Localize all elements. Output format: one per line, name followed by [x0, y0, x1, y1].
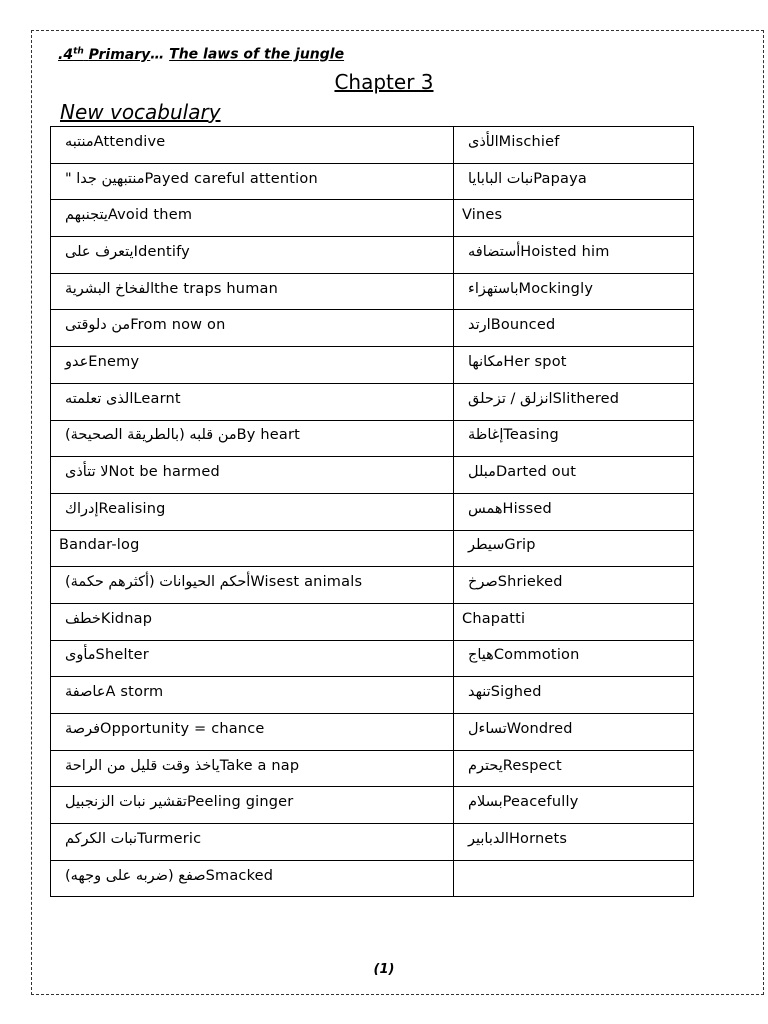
english-term: Vines: [462, 207, 503, 224]
english-term: Opportunity = chance: [100, 720, 265, 737]
section-title: New vocabulary: [60, 100, 221, 124]
grade-ordinal: th: [73, 46, 84, 56]
english-term: Take a nap: [219, 757, 300, 774]
arabic-translation: صرخ: [468, 574, 498, 591]
english-term: Attendive: [93, 133, 166, 150]
vocab-cell-left: [51, 567, 454, 604]
english-term: Smacked: [205, 867, 274, 884]
vocab-cell-right: [454, 750, 694, 787]
english-term: By heart: [236, 427, 301, 444]
english-term: Realising: [98, 500, 166, 517]
arabic-translation: باستهزاء: [468, 280, 519, 297]
arabic-translation: مبلل: [468, 464, 496, 481]
vocab-cell-left: [51, 127, 454, 164]
grade-word: Primary: [88, 46, 151, 63]
vocab-cell-right: [454, 420, 694, 457]
arabic-translation: يتجنبهم: [65, 207, 108, 224]
english-term: Her spot: [503, 353, 567, 370]
vocab-cell-right: [454, 457, 694, 494]
arabic-translation: ياخذ وقت قليل من الراحة: [65, 757, 220, 774]
vocab-cell-right: [454, 383, 694, 420]
header-separator: …: [150, 46, 165, 63]
vocab-row: [51, 603, 694, 640]
arabic-translation: فرصة: [65, 720, 101, 737]
arabic-translation: تقشير نبات الزنجبيل: [65, 794, 187, 811]
vocab-cell-right: [454, 310, 694, 347]
arabic-translation: الذى تعلمته: [65, 390, 134, 407]
english-term: Sighed: [490, 684, 542, 701]
english-term: Slithered: [552, 390, 620, 407]
vocab-row: [51, 750, 694, 787]
english-term: Commotion: [493, 647, 580, 664]
vocab-row: [51, 457, 694, 494]
vocab-cell-right: [454, 273, 694, 310]
english-term: Peeling ginger: [186, 794, 294, 811]
arabic-translation: انزلق / تزحلق: [468, 390, 553, 407]
english-term: Shrieked: [497, 574, 563, 591]
vocab-row: [51, 347, 694, 384]
vocab-cell-right: [454, 824, 694, 861]
vocab-cell-right: [454, 530, 694, 567]
vocab-cell-left: [51, 750, 454, 787]
vocab-row: [51, 677, 694, 714]
page-number: (1): [373, 962, 395, 977]
vocabulary-table-body: [51, 127, 694, 897]
vocab-row: [51, 273, 694, 310]
vocab-row: [51, 567, 694, 604]
vocab-cell-left: [51, 200, 454, 237]
vocab-cell-left: [51, 383, 454, 420]
english-term: Hoisted him: [520, 243, 610, 260]
vocab-cell-right: [454, 640, 694, 677]
vocab-cell-left: [51, 493, 454, 530]
arabic-translation: بسلام: [468, 794, 503, 811]
grade-label: [58, 47, 150, 63]
english-term: Turmeric: [137, 830, 202, 847]
vocab-cell-left: [51, 457, 454, 494]
vocab-cell-right: [454, 127, 694, 164]
english-term: Avoid them: [107, 207, 193, 224]
arabic-translation: يتعرف على: [65, 243, 134, 260]
arabic-translation: يحترم: [468, 757, 503, 774]
arabic-translation: نبات البابايا: [468, 170, 534, 187]
arabic-translation: خطف: [65, 610, 101, 627]
vocab-cell-left: [51, 310, 454, 347]
english-term: Learnt: [133, 390, 181, 407]
english-term: the traps human: [154, 280, 278, 297]
english-term: Chapatti: [462, 610, 526, 627]
english-term: Payed careful attention: [144, 170, 318, 187]
vocab-cell-right: [454, 493, 694, 530]
arabic-translation: مأوى: [65, 647, 96, 664]
english-term: Hornets: [508, 830, 568, 847]
arabic-translation: همس: [468, 500, 503, 517]
vocab-row: [51, 824, 694, 861]
arabic-translation: من دلوقتى: [65, 317, 131, 334]
vocab-row: [51, 787, 694, 824]
english-term: Papaya: [533, 170, 587, 187]
vocab-row: [51, 310, 694, 347]
english-term: Kidnap: [100, 610, 153, 627]
vocab-row: [51, 640, 694, 677]
english-term: A storm: [105, 684, 164, 701]
vocab-cell-left: [51, 603, 454, 640]
arabic-translation: أستضافه: [468, 243, 521, 260]
vocab-cell-left: [51, 347, 454, 384]
vocab-cell-right: [454, 677, 694, 714]
vocab-cell-right: [454, 714, 694, 751]
english-term: Mockingly: [518, 280, 594, 297]
vocab-cell-right: [454, 603, 694, 640]
english-term: Wisest animals: [250, 574, 363, 591]
vocab-cell-right: [454, 347, 694, 384]
arabic-translation: الدبابير: [468, 830, 509, 847]
english-term: Hissed: [502, 500, 552, 517]
chapter-title: Chapter 3: [334, 70, 434, 94]
english-term: Peacefully: [502, 794, 579, 811]
english-term: Not be harmed: [108, 464, 220, 481]
vocab-cell-right: [454, 860, 694, 897]
arabic-translation: الأذى: [468, 133, 499, 150]
arabic-translation: إدراك: [65, 500, 99, 517]
english-term: Enemy: [88, 353, 140, 370]
vocab-cell-left: [51, 273, 454, 310]
english-term: Shelter: [95, 647, 149, 664]
vocab-row: [51, 714, 694, 751]
arabic-translation: عدو: [65, 353, 89, 370]
arabic-translation: سيطر: [468, 537, 505, 554]
vocab-cell-left: [51, 714, 454, 751]
english-term: Teasing: [503, 427, 559, 444]
vocab-cell-right: [454, 163, 694, 200]
vocab-cell-right: [454, 200, 694, 237]
vocab-row: [51, 127, 694, 164]
vocab-row: [51, 493, 694, 530]
vocab-row: [51, 530, 694, 567]
english-term: Grip: [504, 537, 536, 554]
english-term: Wondred: [506, 720, 573, 737]
story-title: The laws of the jungle: [169, 46, 345, 63]
english-term: Identify: [133, 243, 190, 260]
vocab-cell-left: [51, 640, 454, 677]
arabic-translation: مكانها: [468, 353, 504, 370]
course-header: [58, 46, 344, 63]
vocab-cell-right: [454, 787, 694, 824]
vocab-row: [51, 200, 694, 237]
english-term: Bounced: [490, 317, 556, 334]
vocab-cell-right: [454, 567, 694, 604]
vocab-row: [51, 237, 694, 274]
arabic-translation: صفع (ضربه على وجهه): [65, 867, 206, 884]
arabic-translation: نبات الكركم: [65, 830, 138, 847]
vocabulary-table: [50, 126, 694, 897]
arabic-translation: لا تتأذى: [65, 464, 109, 481]
vocab-cell-left: [51, 677, 454, 714]
arabic-translation: من قلبه (بالطريقة الصحيحة): [65, 427, 237, 444]
english-term: Darted out: [495, 464, 577, 481]
vocab-cell-left: [51, 163, 454, 200]
arabic-translation: هياج: [468, 647, 494, 664]
arabic-translation: ارتد: [468, 317, 491, 334]
vocab-cell-left: [51, 530, 454, 567]
arabic-translation: منتبه: [65, 133, 94, 150]
english-term: From now on: [130, 317, 226, 334]
vocab-cell-left: [51, 824, 454, 861]
english-term: Respect: [502, 757, 562, 774]
arabic-translation: أحكم الحيوانات (أكثرهم حكمة): [65, 574, 251, 591]
vocab-row: [51, 860, 694, 897]
english-term: Mischief: [498, 133, 560, 150]
arabic-translation: إغاظة: [468, 427, 504, 444]
vocab-cell-right: [454, 237, 694, 274]
vocab-cell-left: [51, 860, 454, 897]
vocab-row: [51, 420, 694, 457]
grade-number: .4: [58, 46, 74, 63]
arabic-translation: الفخاخ البشرية: [65, 280, 155, 297]
vocab-row: [51, 383, 694, 420]
arabic-translation: تنهد: [468, 684, 491, 701]
vocab-row: [51, 163, 694, 200]
vocab-cell-left: [51, 787, 454, 824]
arabic-translation: تساءل: [468, 720, 507, 737]
english-term: Bandar-log: [59, 537, 140, 554]
vocab-cell-left: [51, 237, 454, 274]
arabic-translation: منتبهين جدا ": [65, 170, 145, 187]
arabic-translation: عاصفة: [65, 684, 106, 701]
vocab-cell-left: [51, 420, 454, 457]
